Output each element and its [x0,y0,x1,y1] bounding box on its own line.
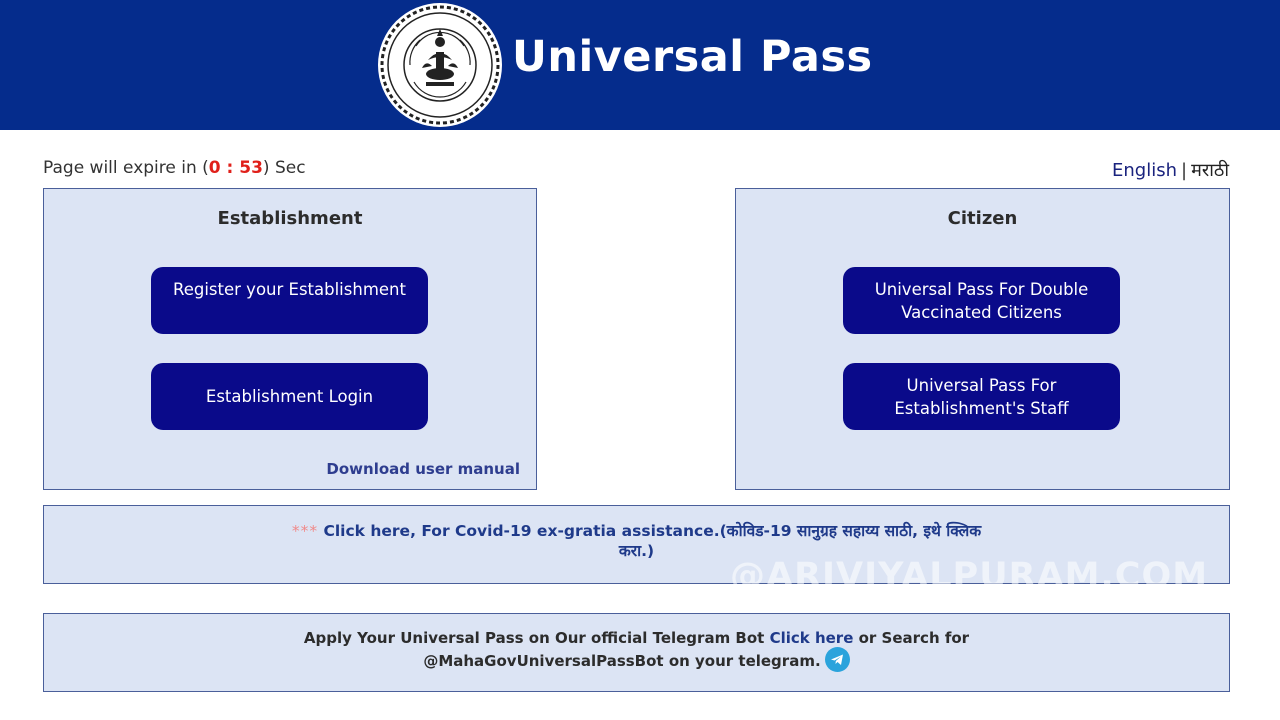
citizen-title: Citizen [947,208,1018,229]
expiry-suffix: ) Sec [262,158,306,178]
download-user-manual-link[interactable]: Download user manual [326,460,520,478]
language-marathi-link[interactable]: मराठी [1191,160,1229,181]
app-title: Universal Pass [512,32,873,82]
telegram-icon[interactable] [825,647,850,672]
expiry-notice [43,158,306,178]
register-establishment-button[interactable]: Register your Establishment [151,267,428,334]
establishment-title: Establishment [217,208,363,229]
covid-assistance-text: Click here, For Covid-19 ex-gratia assistance.(कोविड-19 सानुग्रह सहाय्य साठी, इथे क्लिक करा.) [323,522,982,560]
watermark-text: @ARIVIYALPURAM.COM [730,556,1209,596]
expiry-prefix: Page will expire in ( [43,158,209,178]
maharashtra-seal-logo [376,2,504,128]
establishment-login-button[interactable]: Establishment Login [151,363,428,430]
telegram-message [297,628,977,674]
telegram-click-here-link[interactable]: Click here [769,629,854,647]
telegram-text-before: Apply Your Universal Pass on Our official Telegram Bot [303,629,765,647]
citizen-panel [735,188,1230,490]
covid-assistance-banner [43,505,1230,584]
telegram-banner [43,613,1230,692]
header-bar [0,0,1280,130]
expiry-timer: 0 : 53 [208,158,263,178]
telegram-text-after: or Search for @MahaGovUniversalPassBot on your telegram. [423,629,970,670]
stars-marker: *** [291,522,319,540]
covid-assistance-link[interactable] [277,521,997,561]
establishment-staff-pass-button[interactable]: Universal Pass For Establishment's Staff [843,363,1120,430]
language-separator: | [1181,160,1188,181]
establishment-panel [43,188,537,490]
double-vaccinated-pass-button[interactable]: Universal Pass For Double Vaccinated Citizens [843,267,1120,334]
language-english-link[interactable]: English [1112,160,1177,181]
language-switcher [1112,158,1229,182]
